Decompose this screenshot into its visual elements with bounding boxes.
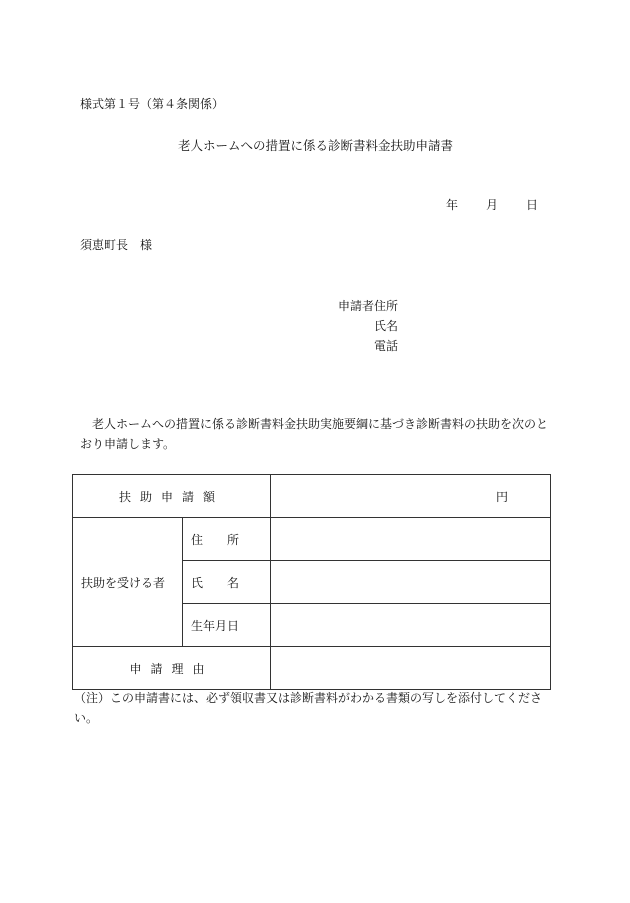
amount-field[interactable] bbox=[271, 475, 551, 518]
applicant-block bbox=[336, 296, 398, 356]
recipient-birthdate-field[interactable] bbox=[271, 604, 551, 647]
recipient-address-field[interactable] bbox=[271, 518, 551, 561]
table-row bbox=[73, 475, 551, 518]
form-number: 様式第１号（第４条関係） bbox=[80, 97, 225, 111]
amount-label: 扶助申請額 bbox=[73, 475, 271, 518]
date-year: 年 bbox=[446, 198, 459, 212]
table-row bbox=[73, 518, 551, 561]
reason-label: 申請理由 bbox=[73, 647, 271, 690]
table-row bbox=[73, 647, 551, 690]
application-table bbox=[72, 474, 551, 690]
amount-unit: 円 bbox=[496, 489, 509, 504]
document-title: 老人ホームへの措置に係る診断書料金扶助申請書 bbox=[178, 138, 454, 153]
date-month: 月 bbox=[486, 198, 499, 212]
recipient-name-label: 氏 名 bbox=[183, 561, 271, 604]
recipient-name-field[interactable] bbox=[271, 561, 551, 604]
applicant-phone-label: 電話 bbox=[373, 339, 398, 353]
body-text: 老人ホームへの措置に係る診断書料金扶助実施要綱に基づき診断書料の扶助を次のとおり申請します。 bbox=[80, 417, 549, 451]
date-day: 日 bbox=[526, 198, 539, 212]
date-line bbox=[446, 196, 538, 213]
note-text: （注）この申請書には、必ず領収書又は診断書料がわかる書類の写しを添付してください。 bbox=[74, 691, 543, 725]
recipient-birthdate-label: 生年月日 bbox=[183, 604, 271, 647]
applicant-address-label: 申請者住所 bbox=[337, 299, 398, 313]
reason-field[interactable] bbox=[271, 647, 551, 690]
addressee: 須恵町長 様 bbox=[80, 238, 153, 252]
applicant-name-label: 氏名 bbox=[373, 319, 398, 333]
recipient-label: 扶助を受ける者 bbox=[73, 518, 183, 647]
recipient-address-label: 住 所 bbox=[183, 518, 271, 561]
